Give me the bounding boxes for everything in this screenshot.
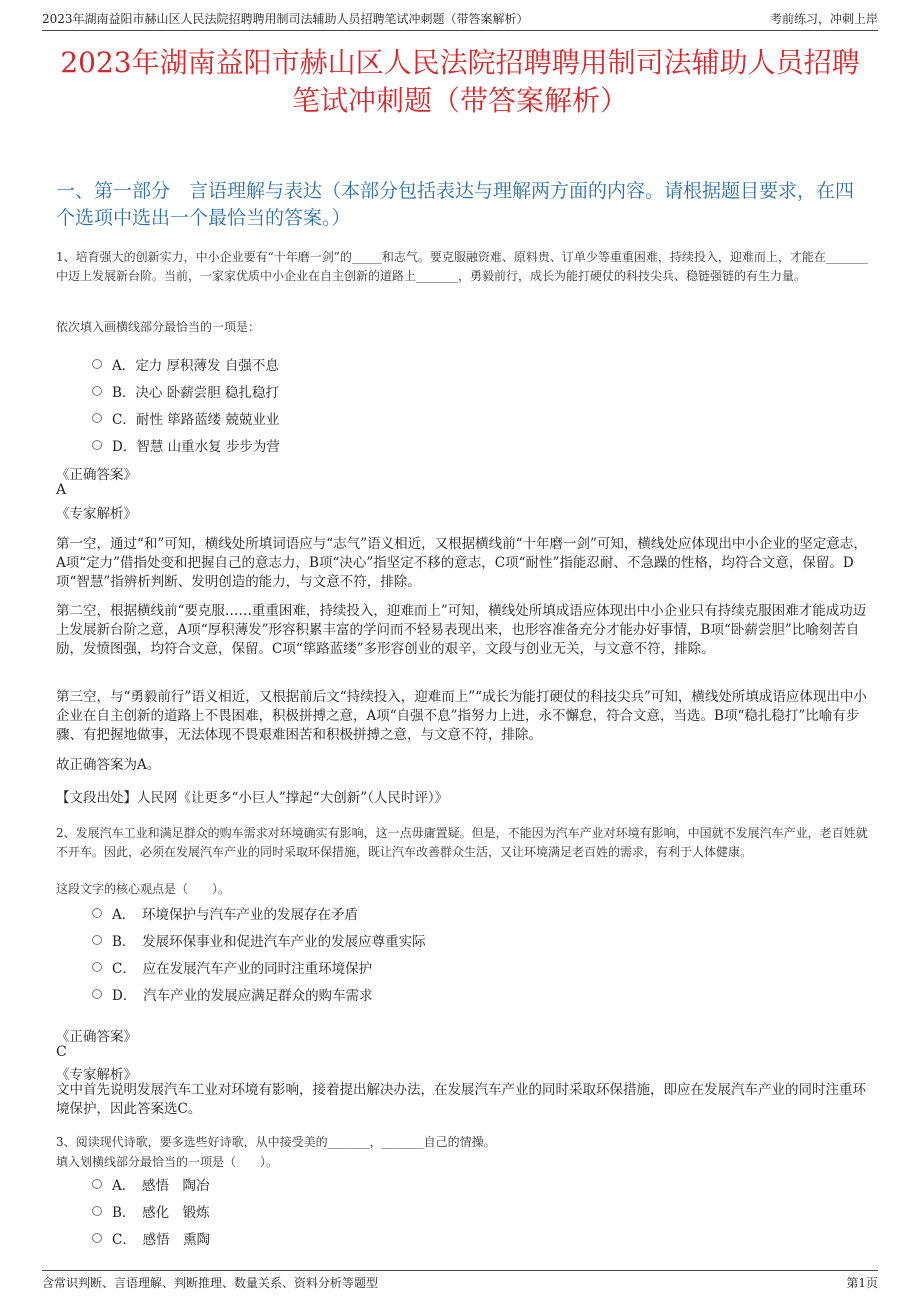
q1-option-b[interactable]	[92, 381, 279, 401]
q3-stem: 3、阅读现代诗歌，要多选些好诗歌，从中接受美的_______，_______自己的情操。	[56, 1135, 496, 1149]
radio-icon[interactable]	[92, 935, 102, 945]
q3-option-a[interactable]	[92, 1174, 210, 1194]
q2-option-d[interactable]	[92, 984, 373, 1004]
q2-analysis-label: 《专家解析》	[56, 1067, 137, 1083]
q3-option-c[interactable]	[92, 1228, 210, 1248]
page-header	[42, 10, 878, 31]
radio-icon[interactable]	[92, 908, 102, 918]
option-label: B．决心 卧薪尝胆 稳扎稳打	[112, 385, 280, 401]
option-label: A． 环境保护与汽车产业的发展存在矛盾	[112, 907, 358, 923]
q1-analysis-p1: 第一空，通过“和”可知，横线处所填词语应与“志气”语义相近，又根据横线前“十年磨一剑”可知，横线处应体现出中小企业的坚定意志，A项“定力”借指处变和把握自己的意志力，B项“决心”指坚定不移的意志，C项“耐性”指能忍耐、不急躁的性格，均符合文意，保留。D项“智慧”指辨析判断、发明创造的能力，与文意不符，排除。	[56, 536, 867, 590]
radio-icon[interactable]	[92, 386, 102, 396]
option-label: B． 发展环保事业和促进汽车产业的发展应尊重实际	[112, 934, 426, 950]
radio-icon[interactable]	[92, 1233, 102, 1243]
q1-conclusion: 故正确答案为A。	[56, 757, 161, 773]
section-heading: 一、第一部分 言语理解与表达（本部分包括表达与理解两方面的内容。请根据题目要求，在四个选项中选出一个最恰当的答案。）	[56, 180, 855, 229]
q1-source: 【文段出处】人民网《让更多“小巨人”撑起“大创新”（人民时评）》	[56, 790, 449, 806]
page-title: 2023年湖南益阳市赫山区人民法院招聘聘用制司法辅助人员招聘笔试冲刺题（带答案解析）	[60, 46, 860, 117]
option-label: A． 感悟 陶冶	[112, 1178, 210, 1194]
q1-analysis-label: 《专家解析》	[56, 506, 137, 522]
q1-prompt: 依次填入画横线部分最恰当的一项是：	[56, 320, 261, 334]
radio-icon[interactable]	[92, 413, 102, 423]
radio-icon[interactable]	[92, 962, 102, 972]
radio-icon[interactable]	[92, 1206, 102, 1216]
footer-note: 含常识判断、言语理解、判断推理、数量关系、资料分析等题型	[42, 1276, 379, 1290]
q2-prompt: 这段文字的核心观点是（ ）。	[56, 882, 231, 896]
page-number: 第1页	[846, 1276, 878, 1290]
q3-prompt: 填入划横线部分最恰当的一项是（ ）。	[56, 1155, 279, 1169]
q1-analysis-p3: 第三空，与“勇毅前行”语义相近，又根据前后文“持续投入，迎难而上”“成长为能打硬仗的科技尖兵”可知，横线处所填成语应体现出中小企业在自主创新的道路上不畏困难，积极拼搏之意，A项“自强不息”指努力上进，永不懈怠，符合文意，当选。B项“稳扎稳打”比喻有步骤、有把握地做事，无法体现不畏艰难困苦和积极拼搏之意，与文意不符，排除。	[56, 689, 867, 743]
radio-icon[interactable]	[92, 440, 102, 450]
q2-answer: C	[56, 1044, 67, 1060]
q1-option-a[interactable]	[92, 354, 279, 374]
radio-icon[interactable]	[92, 1179, 102, 1189]
q1-correct-label: 《正确答案》	[56, 467, 137, 483]
option-label: D． 汽车产业的发展应满足群众的购车需求	[112, 988, 373, 1004]
radio-icon[interactable]	[92, 359, 102, 369]
q1-analysis-p2: 第二空，根据横线前“要克服……重重困难，持续投入，迎难而上”可知，横线处所填成语应体现出中小企业只有持续克服困难才能成功迈上发展新台阶之意，A项“厚积薄发”形容积累丰富的学问而不轻易表现出来，也形容准备充分才能办好事情，B项“卧薪尝胆”比喻刻苦自励，发愤图强，均符合文意，保留。C项“筚路蓝缕”多形容创业的艰辛，文段与创业无关，与文意不符，排除。	[56, 603, 867, 657]
option-label: D．智慧 山重水复 步步为营	[112, 439, 280, 455]
option-label: C． 感悟 熏陶	[112, 1232, 211, 1248]
q1-option-d[interactable]	[92, 435, 280, 455]
header-slogan: 考前练习，冲刺上岸	[769, 12, 878, 26]
q2-option-b[interactable]	[92, 930, 426, 950]
option-label: B． 感化 锻炼	[112, 1205, 210, 1221]
q2-stem: 2、发展汽车工业和满足群众的购车需求对环境确实有影响，这一点毋庸置疑。但是，不能因为汽车产业对环境有影响，中国就不发展汽车产业，老百姓就不开车。因此，必须在发展汽车产业的同时采取环保措施，既让汽车改善群众生活，又让环境满足老百姓的需求，有利于人体健康。	[56, 826, 868, 859]
q1-answer: A	[56, 482, 67, 498]
option-label: A．定力 厚积薄发 自强不息	[112, 358, 279, 374]
q2-option-c[interactable]	[92, 957, 372, 977]
option-label: C． 应在发展汽车产业的同时注重环境保护	[112, 961, 373, 977]
q1-stem: 1、培育强大的创新实力，中小企业要有“十年磨一剑”的_____和志气。要克服融资难、原料贵、订单少等重重困难，持续投入，迎难而上，才能在_______中迈上发展新台阶。当前，一家家优质中小企业在自主创新的道路上_______，勇毅前行，成长为能打硬仗的科技尖兵、稳链强链的有生力量。	[56, 250, 868, 283]
header-doc-title: 2023年湖南益阳市赫山区人民法院招聘聘用制司法辅助人员招聘笔试冲刺题（带答案解析）	[42, 12, 529, 26]
q2-analysis: 文中首先说明发展汽车工业对环境有影响，接着提出解决办法，在发展汽车产业的同时采取环保措施，即应在发展汽车产业的同时注重环境保护，因此答案选C。	[56, 1082, 866, 1117]
option-label: C．耐性 筚路蓝缕 兢兢业业	[112, 412, 280, 428]
q1-option-c[interactable]	[92, 408, 279, 428]
q2-correct-label: 《正确答案》	[56, 1029, 137, 1045]
q3-option-b[interactable]	[92, 1201, 210, 1221]
page-footer	[42, 1270, 878, 1291]
radio-icon[interactable]	[92, 989, 102, 999]
q2-option-a[interactable]	[92, 903, 358, 923]
